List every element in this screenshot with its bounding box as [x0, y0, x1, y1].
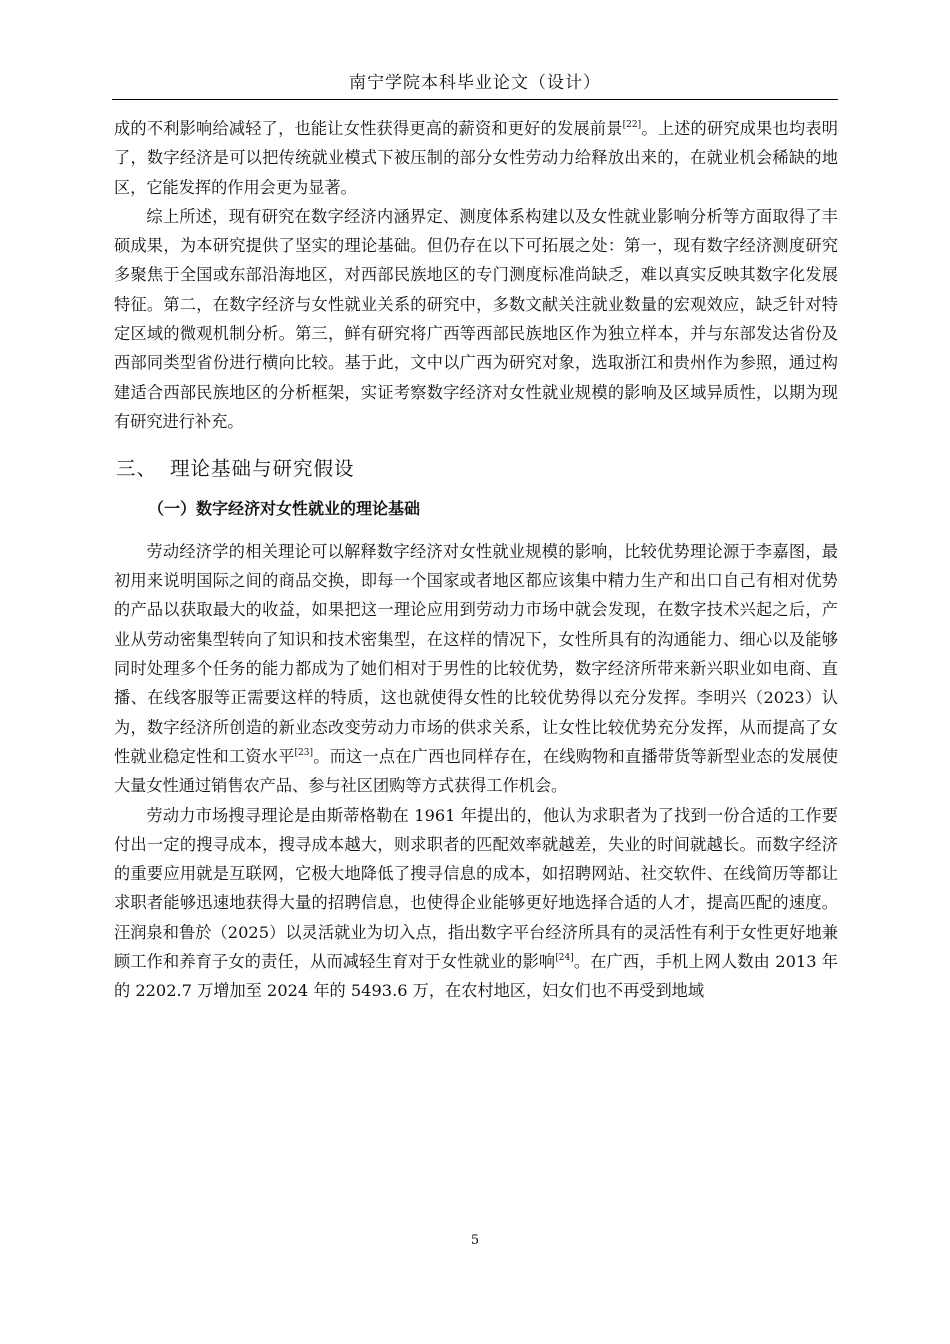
- paragraph-2: 综上所述，现有研究在数字经济内涵界定、测度体系构建以及女性就业影响分析等方面取得了丰硕成果，为本研究提供了坚实的理论基础。但仍存在以下可拓展之处：第一，现有数字经济测度研究多聚焦于全国或东部沿海地区，对西部民族地区的专门测度标准尚缺乏，难以真实反映其数字化发展特征。第二，在数字经济与女性就业关系的研究中，多数文献关注就业数量的宏观效应，缺乏针对特定区域的微观机制分析。第三，鲜有研究将广西等西部民族地区作为独立样本，并与东部发达省份及西部同类型省份进行横向比较。基于此，文中以广西为研究对象，选取浙江和贵州作为参照，通过构建适合西部民族地区的分析框架，实证考察数字经济对女性就业规模的影响及区域异质性，以期为现有研究进行补充。: [114, 206, 838, 431]
- paragraph-1: 成的不利影响给减轻了，也能让女性获得更高的薪资和更好的发展前景[22]。上述的研究成果也均表明了，数字经济是可以把传统就业模式下被压制的部分女性劳动力给释放出来的，在就业机会稀缺的地区，它能发挥的作用会更为显著。: [114, 119, 838, 197]
- paragraph-3: 劳动经济学的相关理论可以解释数字经济对女性就业规模的影响，比较优势理论源于李嘉图，最初用来说明国际之间的商品交换，即每一个国家或者地区都应该集中精力生产和出口自己有相对优势的产品以获取最大的收益，如果把这一理论应用到劳动力市场中就会发现，在数字技术兴起之后，产业从劳动密集型转向了知识和技术密集型，在这样的情况下，女性所具有的沟通能力、细心以及能够同时处理多个任务的能力都成为了她们相对于男性的比较优势，数字经济所带来新兴职业如电商、直播、在线客服等正需要这样的特质，这也就使得女性的比较优势得以充分发挥。李明兴（2023）认为，数字经济所创造的新业态改变劳动力市场的供求关系，让女性比较优势充分发挥，从而提高了女性就业稳定性和工资水平[23]。而这一点在广西也同样存在，在线购物和直播带货等新型业态的发展使大量女性通过销售农产品、参与社区团购等方式获得工作机会。: [114, 541, 839, 796]
- citation-23: [23]: [294, 747, 313, 758]
- page-number: 5: [470, 1233, 480, 1248]
- section-title: 理论基础与研究假设: [170, 457, 355, 481]
- citation-24: [24]: [555, 953, 574, 964]
- paragraph-4: 劳动力市场搜寻理论是由斯蒂格勒在 1961 年提出的，他认为求职者为了找到一份合适的工作要付出一定的搜寻成本，搜寻成本越大，则求职者的匹配效率就越差，失业的时间就越长。而数字经济的重要应用就是互联网，它极大地降低了搜寻信息的成本，如招聘网站、社交软件、在线简历等都让求职者能够迅速地获得大量的招聘信息，也使得企业能够更好地选择合适的人才，提高匹配的速度。汪润泉和鲁於（2025）以灵活就业为切入点，指出数字平台经济所具有的灵活性有利于女性更好地兼顾工作和养育子女的责任，从而减轻生育对于女性就业的影响[24]。在广西，手机上网人数由 2013 年的 2202.7 万增加至 2024 年的 5493.6 万，在农村地区，妇女们也不再受到地域: [114, 805, 838, 1001]
- running-header: 南宁学院本科毕业论文（设计）: [112, 68, 838, 100]
- section-number: 三、: [116, 457, 158, 481]
- section-heading: [116, 454, 838, 483]
- subsection-heading: （一）数字经济对女性就业的理论基础: [148, 498, 421, 518]
- body-text: [114, 114, 838, 1006]
- citation-22: [22]: [622, 120, 642, 130]
